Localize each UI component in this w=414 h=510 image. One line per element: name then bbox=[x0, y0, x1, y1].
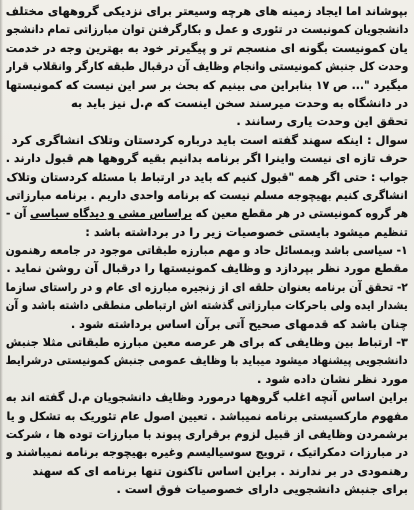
question-line bbox=[6, 131, 408, 149]
text-line bbox=[6, 370, 408, 388]
line-text: برشمردن وظایفی از قبیل لزوم برقراری پیوند با مبارزات توده ها ، شرکت bbox=[6, 426, 408, 441]
text-line bbox=[6, 296, 408, 314]
text-line bbox=[6, 186, 408, 204]
line-text: میگیرد "... ص ۱۷ بنابراین می بینیم که بحث بر سر این نیست که کمونیستها bbox=[6, 77, 408, 92]
text-line bbox=[6, 149, 408, 167]
line-text: یان کمونیست بگونه ای منسجم تر و پیگیرتر خود به بهترین وجه در خدمت bbox=[6, 40, 408, 55]
line-text: حرف تازه ای نیست واینرا اگر برنامه بدانیم بقیه گروهها هم قبول دارند . bbox=[6, 151, 408, 166]
line-text: رهنمودی در بر ندارند . براین اساس تاکنون تنها برنامه ای که سهند bbox=[32, 463, 408, 478]
text-line bbox=[6, 443, 408, 461]
line-segment: آن - bbox=[6, 206, 31, 221]
line-text: چنان باشد که قدمهای صحیح آتی برآن اساس برداشته شود . bbox=[70, 316, 408, 331]
line-text: ۲- تحقق آن برنامه بعنوان حلقه ای از زنجیره مبارزه ای عام و در راستای سازما bbox=[6, 279, 408, 294]
text-line bbox=[6, 204, 408, 222]
text-line bbox=[6, 94, 408, 112]
line-text: تحقق این وحدت یاری رسانند . bbox=[236, 114, 408, 129]
text-line bbox=[6, 76, 408, 94]
line-text: در مبارزات دمکراتیک ، ترویج سوسیالیسم وغیره بهیچوجه برنامه نمیباشند و bbox=[6, 445, 408, 460]
text-line bbox=[6, 462, 408, 480]
list-item-1 bbox=[6, 241, 408, 259]
text-line bbox=[6, 315, 408, 333]
line-text: سوال : اینکه سهند گفته است باید درباره کردستان وتلاک انشاگری کرد bbox=[11, 132, 408, 147]
line-text bbox=[6, 204, 408, 222]
line-text: ۳- ارتباط بین وظایفی که برای هر عرصه معین مبارزه طبقاتی مثلا جنبش bbox=[6, 335, 408, 350]
text-line bbox=[6, 20, 408, 38]
line-text: تنظیم میشود بایستی خصوصیات زیر را در برداشته باشد : bbox=[85, 224, 408, 239]
text-line bbox=[6, 480, 408, 498]
text-line bbox=[6, 388, 408, 406]
text-line bbox=[6, 407, 408, 425]
line-text: دانشجویی پیشنهاد میشود میباید با وظایف عمومی جنبش کمونیستی درشرایط bbox=[6, 353, 408, 368]
line-text: مفهوم مارکسیستی برنامه نمیباشد . تعیین اصول عام تئوریک به تشکل و یا bbox=[6, 408, 408, 423]
text-line bbox=[6, 351, 408, 369]
text-line bbox=[6, 57, 408, 75]
line-text: ۱- سیاسی باشد وبمسائل حاد و مهم مبارزه طبقاتی موجود در جامعه رهنمون bbox=[6, 243, 408, 258]
line-text: وحدت کل جنبش کمونیستی وانجام وظایف آن درقبال طبقه کارگر وانقلاب قرار bbox=[6, 59, 408, 74]
line-text: براین اساس آنچه اغلب گروهها درمورد وظایف دانشجویان م.ل گفته اند به bbox=[6, 390, 408, 405]
text-line bbox=[6, 39, 408, 57]
line-text: مورد نظر نشان داده شود . bbox=[256, 371, 408, 386]
text-line bbox=[6, 2, 408, 20]
line-text: مقطع مورد نظر بپردازد و وظایف کمونیستها را درقبال آن روشن نماید . bbox=[6, 261, 408, 276]
line-text: بپوشاند اما ایجاد زمینه های هرچه وسیعتر برای نزدیکی گروههای مختلف bbox=[6, 4, 408, 18]
line-text: یشدار ایده ولی باحرکات مبارزاتی گذشته اش ارتباطی منطقی داشته باشد و آن bbox=[6, 298, 408, 313]
list-item-3 bbox=[6, 333, 408, 351]
line-text: جواب : حتی اگر همه "قبول کنیم که باید در ارتباط با مسئله کردستان وتلاک bbox=[6, 169, 408, 184]
line-text: برای جنبش دانشجویی دارای خصوصیات فوق است . bbox=[116, 482, 408, 497]
typewritten-text-block bbox=[6, 2, 408, 499]
text-line bbox=[6, 259, 408, 277]
line-text: انشاگری کنیم بهیچوجه مسلم نیست که برنامه واحدی داریم . برنامه مبارزاتی bbox=[6, 187, 408, 202]
underlined-phrase: براساس مشی و دیدگاه سیاسی bbox=[30, 206, 193, 221]
text-line bbox=[6, 223, 408, 241]
line-text: در دانشگاه به وحدت میرسند سخن اینست که م.ل نیز باید به bbox=[70, 95, 408, 110]
text-line bbox=[6, 425, 408, 443]
answer-line bbox=[6, 168, 408, 186]
line-segment: هر گروه کمونیستی در هر مقطع معین که bbox=[192, 206, 408, 221]
page-edge-shadow bbox=[0, 0, 3, 510]
text-line bbox=[6, 112, 408, 130]
list-item-2 bbox=[6, 278, 408, 296]
line-text: دانشجویان کمونیست در تئوری و عمل و بکارگرفتن توان مبارزاتی تمام دانشجو bbox=[6, 22, 408, 37]
